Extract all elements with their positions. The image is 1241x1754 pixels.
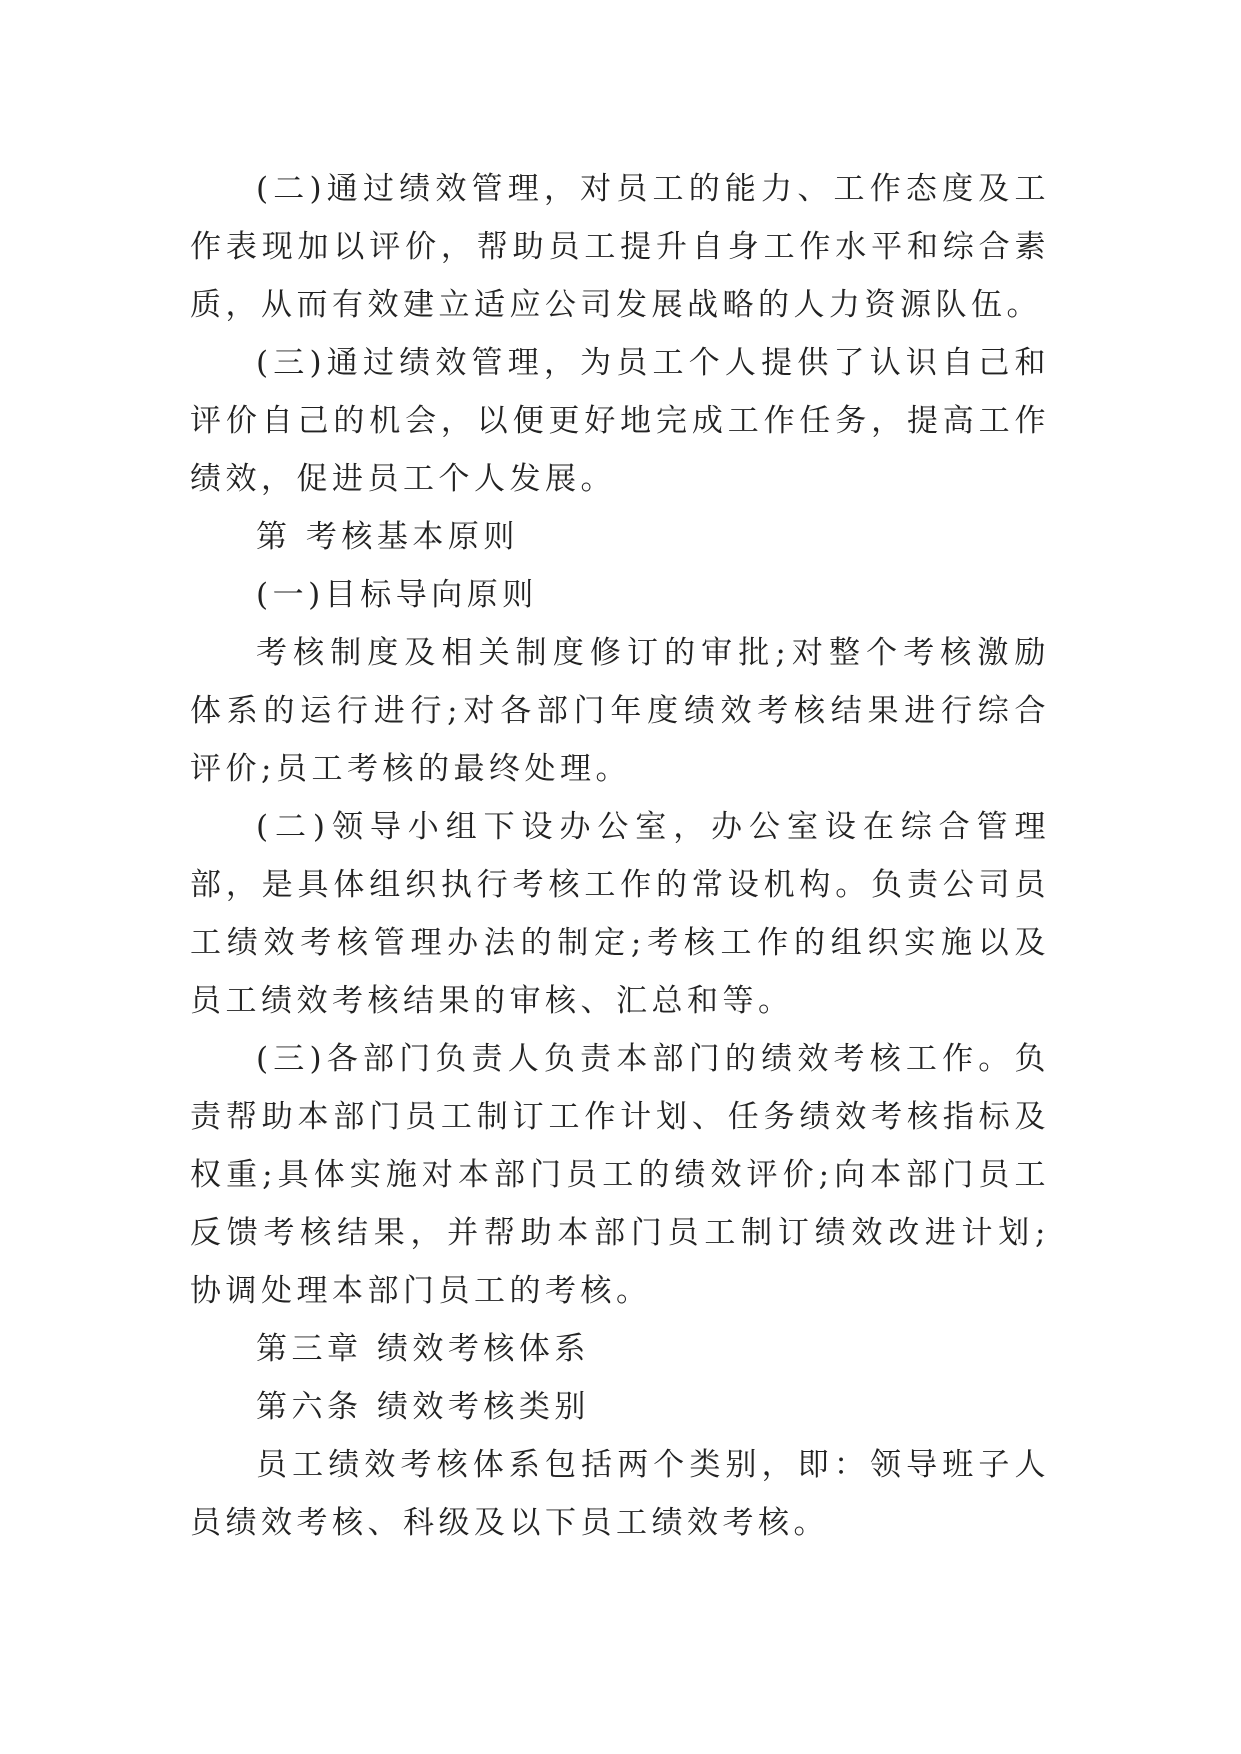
section-heading-principles: 第 考核基本原则 [256,519,519,555]
paragraph-objective-two: (二)通过绩效管理，对员工的能力、工作态度及工作表现加以评价，帮助员工提升自身工作水平和综合素质，从而有效建立适应公司发展战略的人力资源队伍。 [190,171,1050,323]
document-body [190,160,1050,1552]
chapter-heading-system: 第三章 绩效考核体系 [256,1331,590,1367]
article-heading-categories: 第六条 绩效考核类别 [256,1389,590,1425]
subheading-goal-oriented: (一)目标导向原则 [256,577,538,613]
paragraph-office-duties: (二)领导小组下设办公室，办公室设在综合管理部，是具体组织执行考核工作的常设机构。负责公司员工绩效考核管理办法的制定;考核工作的组织实施以及员工绩效考核结果的审核、汇总和等。 [190,809,1050,1019]
paragraph-approval-duties: 考核制度及相关制度修订的审批;对整个考核激励体系的运行进行;对各部门年度绩效考核结果进行综合评价;员工考核的最终处理。 [190,635,1050,787]
paragraph-department-head-duties: (三)各部门负责人负责本部门的绩效考核工作。负责帮助本部门员工制订工作计划、任务绩效考核指标及权重;具体实施对本部门员工的绩效评价;向本部门员工反馈考核结果，并帮助本部门员工制订绩效改进计划;协调处理本部门员工的考核。 [190,1041,1050,1309]
paragraph-categories: 员工绩效考核体系包括两个类别，即：领导班子人员绩效考核、科级及以下员工绩效考核。 [190,1447,1050,1541]
paragraph-objective-three: (三)通过绩效管理，为员工个人提供了认识自己和评价自己的机会，以便更好地完成工作任务，提高工作绩效，促进员工个人发展。 [190,345,1050,497]
